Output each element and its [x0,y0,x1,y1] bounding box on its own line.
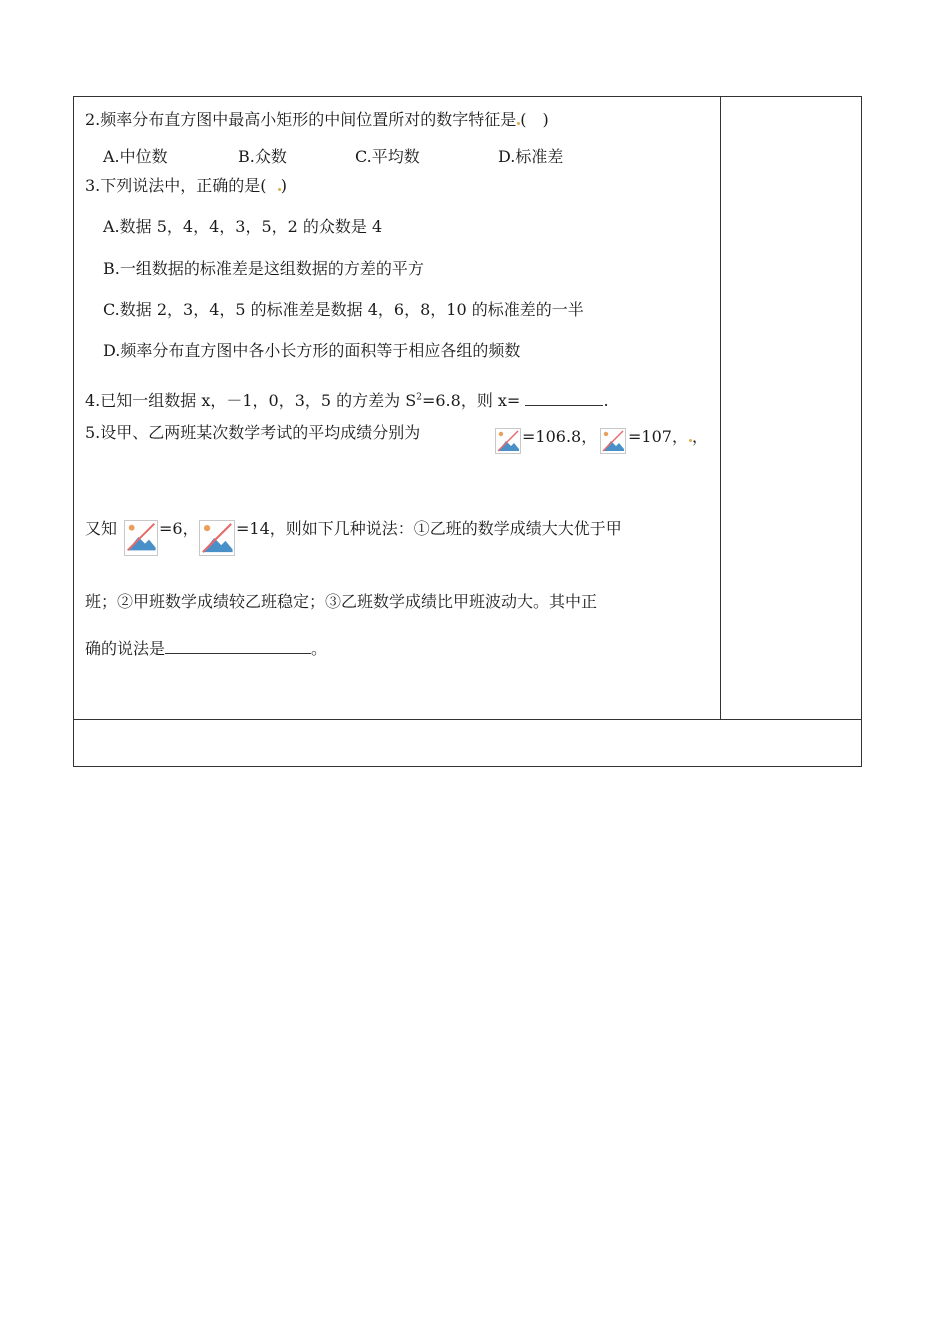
missing-image-icon [124,520,158,556]
q2-option-a: A.中位数 [103,147,168,166]
question-2-paren: ( ) [520,110,549,129]
missing-image-icon [600,428,626,454]
column-divider [720,97,721,719]
row-divider [74,719,861,720]
question-3-paren: ) [280,176,287,195]
question-4-suffix: =6.8，则 x= [421,391,521,410]
q2-option-c: C.平均数 [355,147,420,166]
missing-image-icon [495,428,521,454]
question-5-line2-prefix: 又知 [85,519,118,538]
q3-option-a: A.数据 5，4，4，3，5，2 的众数是 4 [103,217,383,236]
question-5-val2-text: =107， [628,427,688,446]
question-4-sup: 2 [416,392,422,403]
question-3-text: 3.下列说法中，正确的是( [85,176,267,195]
question-4-prefix: 4.已知一组数据 x，－1，0，3，5 的方差为 S [85,391,417,410]
q3-option-d: D.频率分布直方图中各小长方形的面积等于相应各组的频数 [103,341,521,360]
answer-blank [525,391,603,406]
q2-option-d: D.标准差 [498,147,564,166]
q3-option-c: C.数据 2，3，4，5 的标准差是数据 4，6，8，10 的标准差的一半 [103,300,584,319]
question-5-line4-end: 。 [311,639,328,658]
question-4 [85,391,609,411]
question-5-line-1 [85,423,420,443]
question-5-comma: ， [691,427,708,446]
question-5-val3: =6， [159,519,199,538]
answer-blank [165,639,311,654]
question-5-val2 [628,427,708,447]
q3-option-b: B.一组数据的标准差是这组数据的方差的平方 [103,259,424,278]
question-5-prefix: 5.设甲、乙两班某次数学考试的平均成绩分别为 [85,423,421,442]
question-3 [85,176,287,196]
question-4-end: . [603,391,609,410]
question-5-line-4 [85,639,327,659]
question-5-line-3: 班；②甲班数学成绩较乙班稳定；③乙班数学成绩比甲班波动大。其中正 [85,592,598,611]
question-2 [85,110,549,130]
question-2-text: 2.频率分布直方图中最高小矩形的中间位置所对的数字特征是 [85,110,517,129]
q2-option-b: B.众数 [238,147,287,166]
question-5-val4: =14，则如下几种说法：①乙班的数学成绩大大优于甲 [236,519,622,538]
missing-image-icon [199,520,235,556]
question-5-val1: =106.8， [522,427,598,446]
question-5-line4-prefix: 确的说法是 [85,639,166,658]
